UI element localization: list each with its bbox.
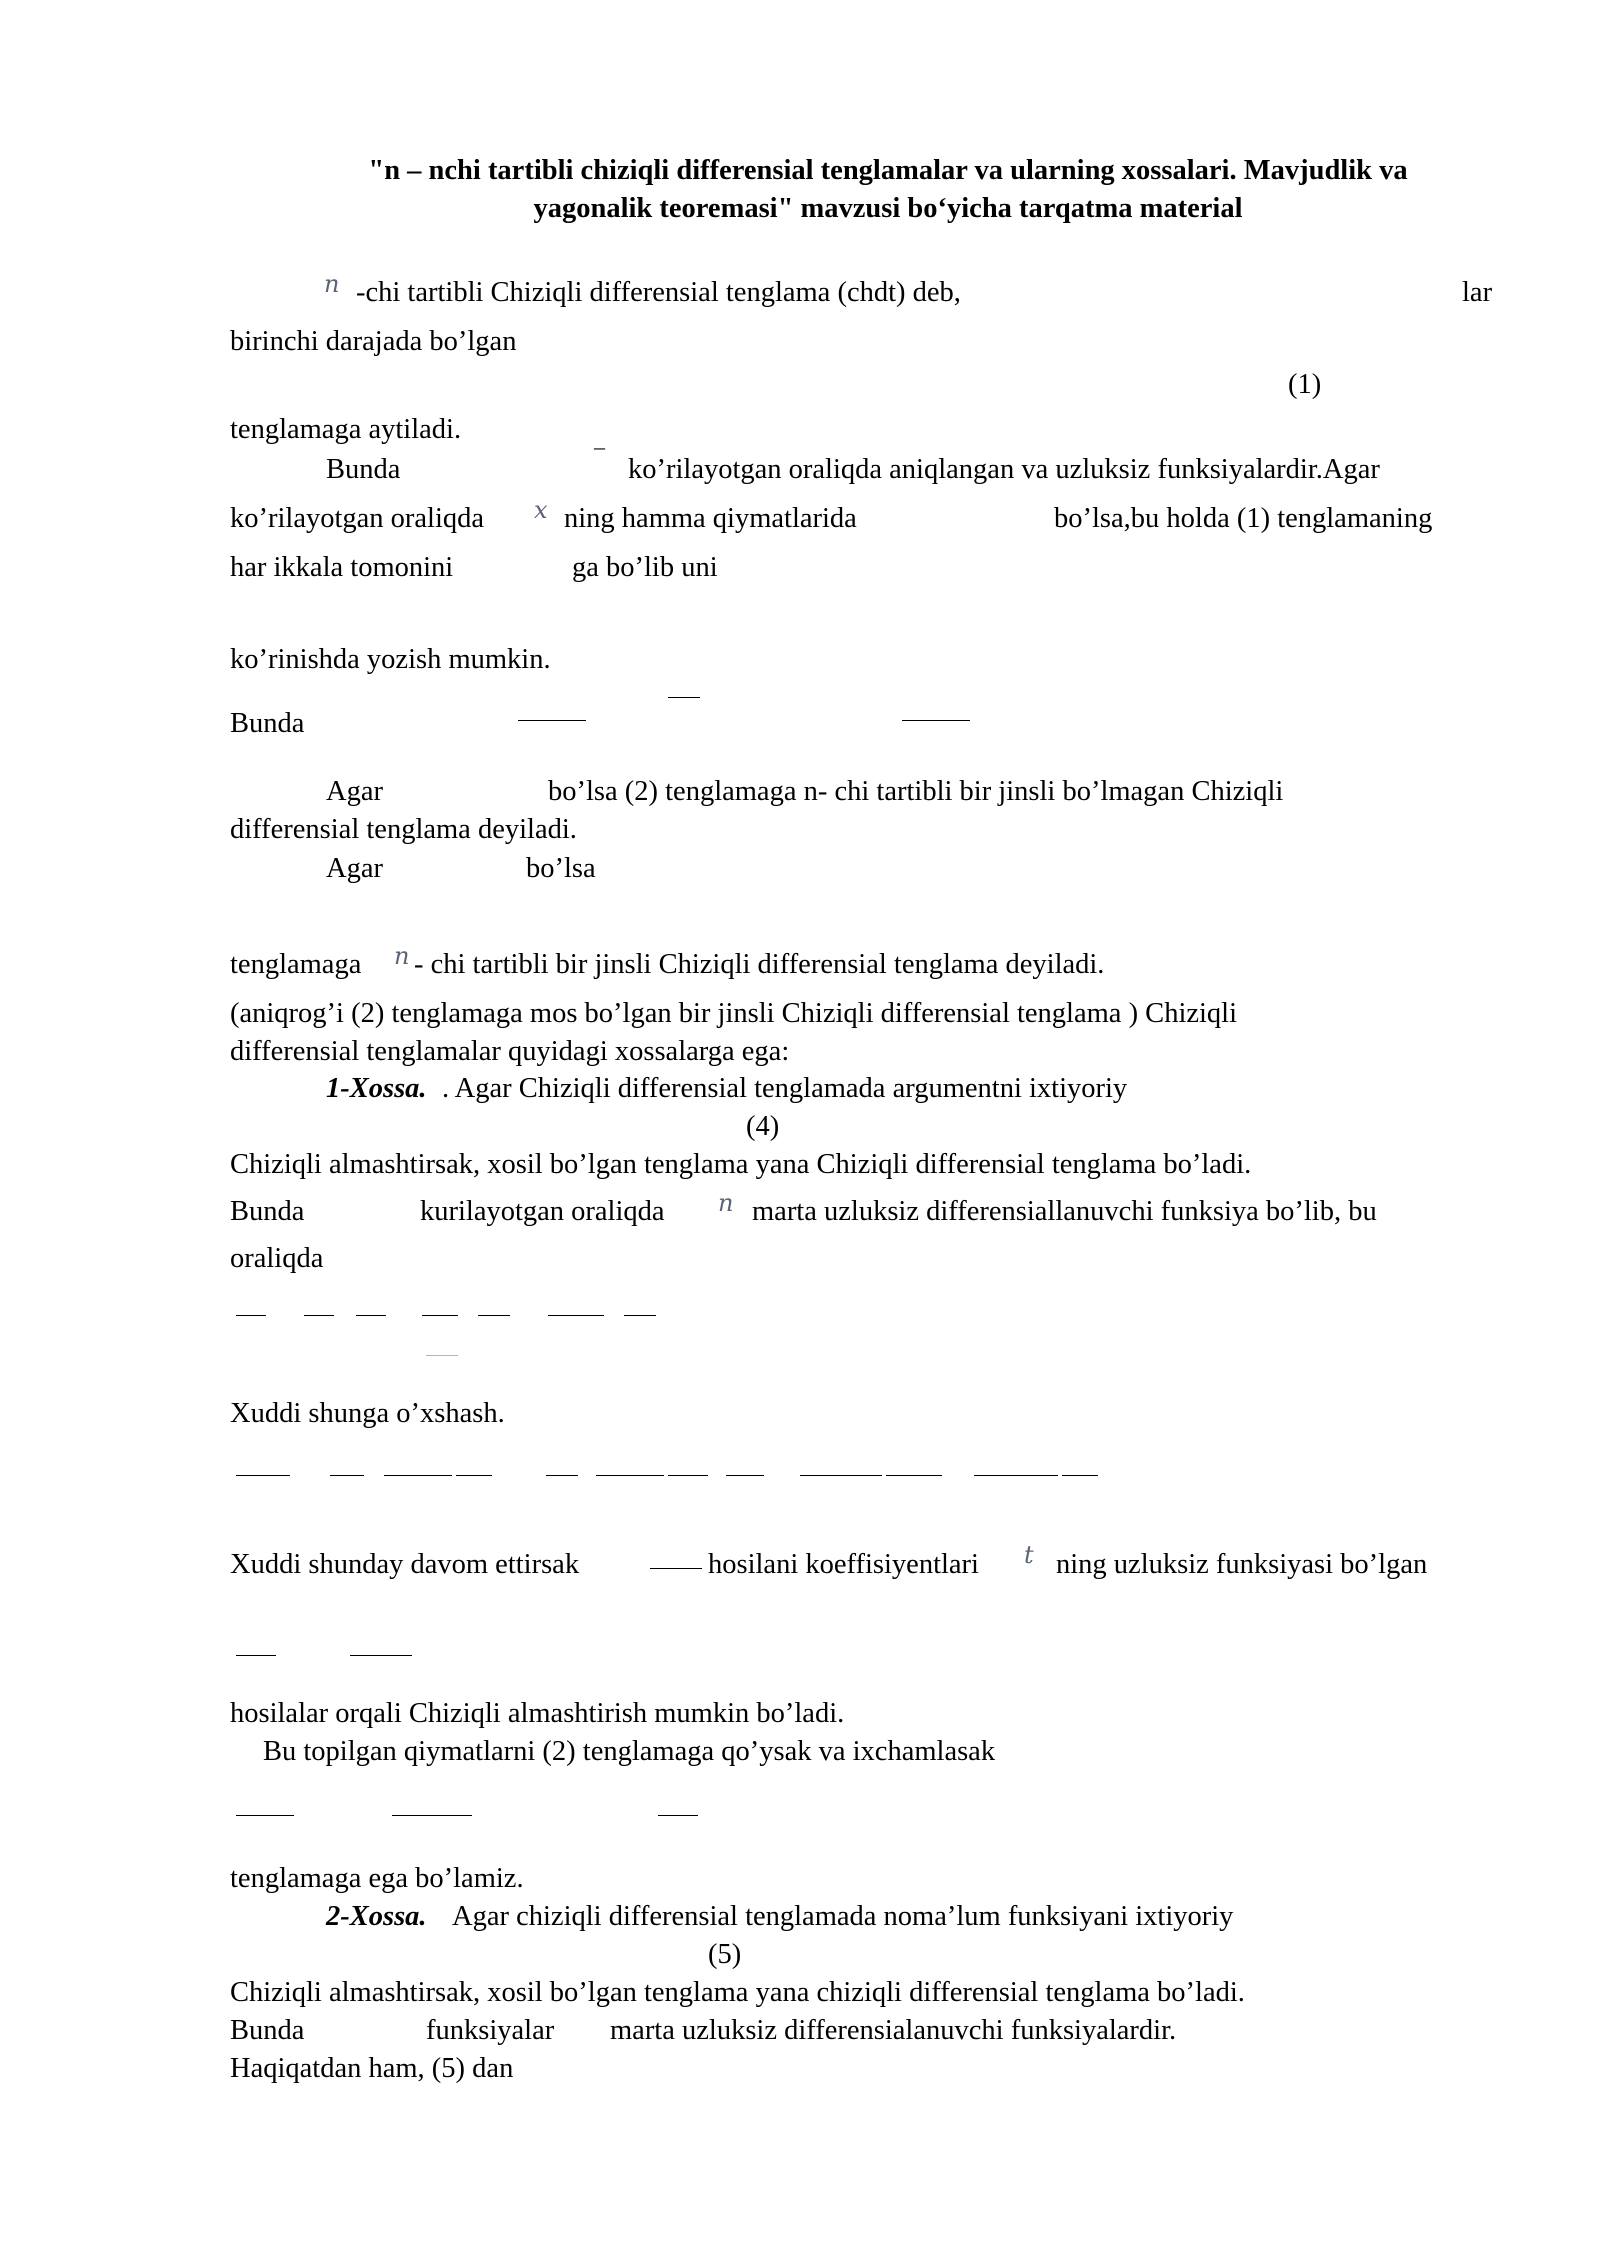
equation-number-1: (1) [1288,369,1322,400]
definition-text-2: birinchi darajada bo’lgan [230,326,517,357]
fraction-bar [1062,1475,1098,1476]
fraction-bar [624,1315,656,1316]
fraction-bar [456,1475,492,1476]
fraction-bar [426,1355,458,1356]
property-2-label: 2-Xossa. [326,1901,427,1932]
paragraph-text: ga bo’lib uni [572,552,718,583]
symbol-n: n [324,270,340,298]
fraction-bar [478,1315,510,1316]
paragraph-text: Haqiqatdan ham, (5) dan [230,2053,514,2084]
definition-text-3: tenglamaga aytiladi. [230,414,462,445]
fraction-bar [668,697,700,698]
fraction-bar [384,1475,452,1476]
paragraph-text: - chi tartibli bir jinsli Chiziqli differensial tenglama deyiladi. [414,949,1105,980]
paragraph-text: bo’lsa (2) tenglamaga n- chi tartibli bir jinsli bo’lmagan Chiziqli [548,776,1284,807]
minus-sign: – [594,434,605,459]
paragraph-text: ko’rilayotgan oraliqda [230,503,485,534]
page-title-line-2: yagonalik teoremasi" mavzusi bo‘yicha tarqatma material [533,193,1243,224]
paragraph-text: differensial tenglamalar quyidagi xossalarga ega: [230,1036,790,1067]
fraction-bar [668,1475,708,1476]
symbol-x: x [534,496,548,524]
fraction-bar [886,1475,942,1476]
paragraph-text: Xuddi shunga o’xshash. [230,1398,505,1429]
equation-number-5: (5) [708,1939,742,1970]
fraction-bar [392,1815,472,1816]
paragraph-text: funksiyalar [426,2015,555,2046]
paragraph-text: hosilalar orqali Chiziqli almashtirish mumkin bo’ladi. [230,1698,845,1729]
paragraph-text: . Agar Chiziqli differensial tenglamada argumentni ixtiyoriy [442,1073,1128,1104]
agar-label: Agar [326,776,383,807]
fraction-bar [236,1475,290,1476]
fraction-bar [546,1475,578,1476]
paragraph-text: marta uzluksiz differensialanuvchi funksiyalardir. [610,2015,1177,2046]
symbol-n: n [718,1189,734,1217]
equation-number-4: (4) [746,1111,780,1142]
bunda-label: Bunda [326,454,401,485]
bunda-label: Bunda [230,708,305,739]
fraction-bar [236,1315,266,1316]
bunda-label: Bunda [230,1196,305,1227]
paragraph-text: har ikkala tomonini [230,552,454,583]
fraction-bar [518,720,586,721]
fraction-bar [658,1815,698,1816]
paragraph-text: tenglamaga ega bo’lamiz. [230,1863,524,1894]
fraction-bar [800,1475,882,1476]
fraction-bar [236,1815,294,1816]
fraction-bar [330,1475,364,1476]
fraction-bar [548,1315,604,1316]
paragraph-text: Chiziqli almashtirsak, xosil bo’lgan tenglama yana chiziqli differensial tenglama bo’ladi. [230,1977,1245,2008]
fraction-bar [902,720,970,721]
fraction-bar [236,1655,276,1656]
paragraph-text: ning uzluksiz funksiyasi bo’lgan [1056,1549,1428,1580]
fraction-bar [650,1568,702,1569]
paragraph-text: hosilani koeffisiyentlari [708,1549,979,1580]
paragraph-text: (aniqrog’i (2) tenglamaga mos bo’lgan bir jinsli Chiziqli differensial tenglama ) Chiziqli [230,998,1238,1029]
paragraph-text: differensial tenglama deyiladi. [230,814,577,845]
fraction-bar [356,1315,386,1316]
fraction-bar [596,1475,664,1476]
fraction-bar [726,1475,764,1476]
paragraph-text: kurilayotgan oraliqda [420,1196,665,1227]
property-1-label: 1-Xossa. [326,1073,427,1104]
definition-text-lar: lar [1462,277,1493,308]
paragraph-text: Chiziqli almashtirsak, xosil bo’lgan tenglama yana Chiziqli differensial tenglama bo’ladi. [230,1149,1252,1180]
bunda-label: Bunda [230,2015,305,2046]
paragraph-text: Xuddi shunday davom ettirsak [230,1549,580,1580]
fraction-bar [974,1475,1058,1476]
paragraph-text: marta uzluksiz differensiallanuvchi funksiya bo’lib, bu [752,1196,1377,1227]
definition-text: -chi tartibli Chiziqli differensial tenglama (chdt) deb, [356,277,961,308]
paragraph-text: oraliqda [230,1243,324,1274]
symbol-n: n [394,942,410,970]
symbol-t: t [1024,1541,1034,1569]
paragraph-text: Bu topilgan qiymatlarni (2) tenglamaga qo’ysak va ixchamlasak [263,1736,996,1767]
fraction-bar [304,1315,334,1316]
fraction-bar [350,1655,412,1656]
paragraph-text: ko’rilayotgan oraliqda aniqlangan va uzluksiz funksiyalardir.Agar [628,454,1380,485]
paragraph-text: ning hamma qiymatlarida [564,503,857,534]
fraction-bar [422,1315,458,1316]
agar-label: Agar [326,853,383,884]
paragraph-text: ko’rinishda yozish mumkin. [230,644,551,675]
paragraph-text: bo’lsa,bu holda (1) tenglamaning [1054,503,1433,534]
paragraph-text: bo’lsa [526,853,596,884]
paragraph-text: tenglamaga [230,949,362,980]
paragraph-text: Agar chiziqli differensial tenglamada noma’lum funksiyani ixtiyoriy [452,1901,1234,1932]
page-title-line-1: "n – nchi tartibli chiziqli differensial tenglamalar va ularning xossalari. Mavjudlik va [368,155,1408,186]
